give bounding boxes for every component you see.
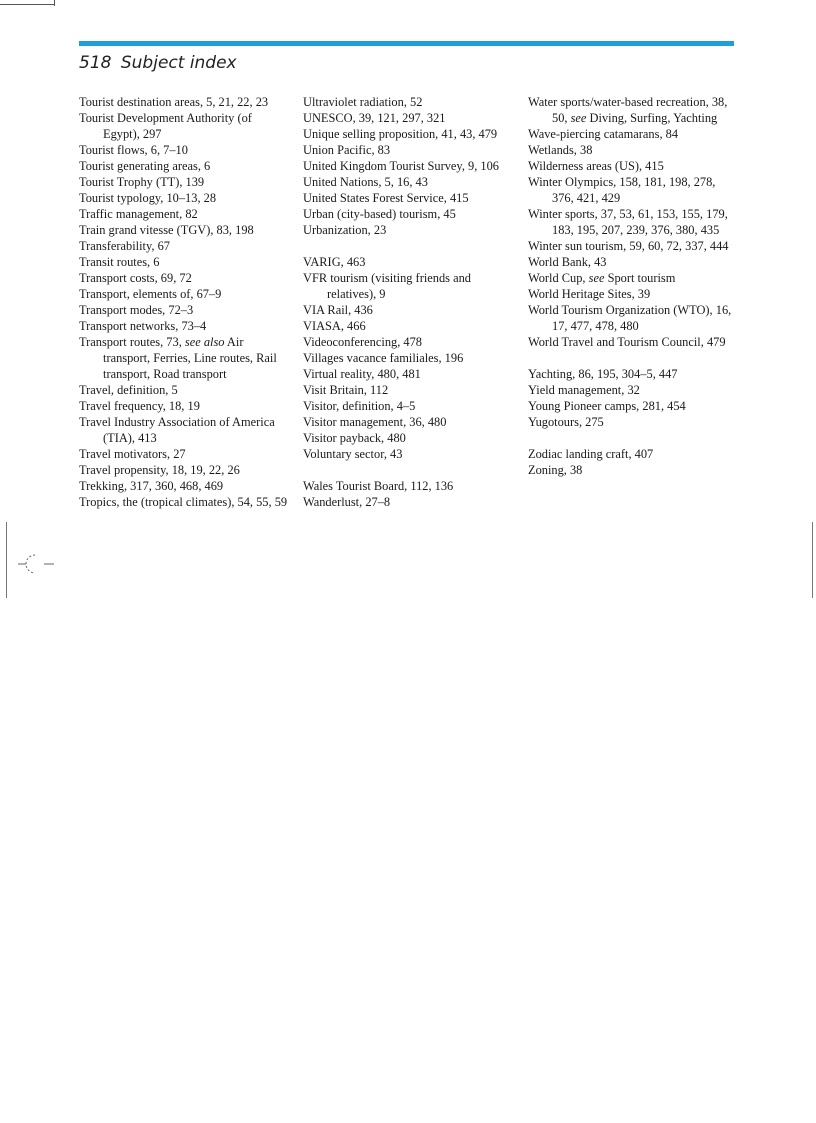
index-entry — [303, 174, 517, 190]
index-entry — [303, 382, 517, 398]
index-entry — [303, 302, 517, 318]
index-entry — [303, 318, 517, 334]
index-entry-text: Tourist destination areas, 5, 21, 22, 23 — [79, 95, 269, 109]
page-title: Subject index — [120, 53, 237, 73]
index-entry — [79, 238, 291, 254]
crop-rule-right — [812, 522, 813, 598]
index-entry-text: Voluntary sector, 43 — [303, 447, 403, 461]
index-entry-text: World Travel and Tourism Council, 479 — [528, 335, 726, 349]
index-entry — [303, 158, 517, 174]
index-entry — [303, 254, 517, 270]
index-entry-text: World Heritage Sites, 39 — [528, 287, 651, 301]
index-entry-text: Unique selling proposition, 41, 43, 479 — [303, 127, 498, 141]
crop-rule-left — [6, 522, 7, 598]
index-entry — [528, 206, 738, 238]
index-entry-text: Visit Britain, 112 — [303, 383, 389, 397]
index-entry — [303, 398, 517, 414]
index-entry-text: Wave-piercing catamarans, 84 — [528, 127, 679, 141]
crop-mark-top — [0, 4, 54, 5]
index-entry — [79, 110, 291, 142]
index-entry-text: VIASA, 466 — [303, 319, 366, 333]
crop-mark-tick — [54, 0, 55, 6]
index-see-target: Diving, Surfing, Yachting — [589, 111, 718, 125]
index-entry — [303, 126, 517, 142]
index-entry-text: Travel, definition, 5 — [79, 383, 178, 397]
index-entry — [528, 174, 738, 206]
index-entry-text: Wales Tourist Board, 112, 136 — [303, 479, 454, 493]
index-entry — [79, 206, 291, 222]
index-section-gap — [528, 350, 738, 366]
index-entry — [303, 494, 517, 510]
index-entry — [79, 334, 291, 382]
index-entry — [303, 206, 517, 222]
index-entry — [303, 366, 517, 382]
index-entry-text: Villages vacance familiales, 196 — [303, 351, 464, 365]
index-entry — [79, 158, 291, 174]
index-entry-text: Travel motivators, 27 — [79, 447, 186, 461]
index-entry — [528, 286, 738, 302]
index-entry — [79, 94, 291, 110]
index-entry — [528, 334, 738, 350]
index-entry-text: Zodiac landing craft, 407 — [528, 447, 654, 461]
index-see-target: Air transport, Ferries, Line routes, Rail transport, Road transport — [103, 335, 277, 381]
index-entry-text: Union Pacific, 83 — [303, 143, 391, 157]
index-entry-text: Transport, elements of, 67–9 — [79, 287, 222, 301]
registration-mark-icon — [18, 551, 56, 577]
index-entry — [303, 142, 517, 158]
index-section-gap — [303, 462, 517, 478]
index-entry — [303, 222, 517, 238]
index-entry-text: UNESCO, 39, 121, 297, 321 — [303, 111, 446, 125]
index-entry-text: Winter sports, 37, 53, 61, 153, 155, 179, 183, 195, 207, 239, 376, 380, 435 — [528, 207, 728, 237]
page-number: 518 — [79, 53, 112, 73]
index-see-reference: see also — [184, 335, 225, 349]
index-entry-text: Wetlands, 38 — [528, 143, 593, 157]
index-entry — [303, 270, 517, 302]
index-entry — [528, 126, 738, 142]
index-entry-text: World Cup, — [528, 271, 586, 285]
index-entry — [79, 222, 291, 238]
index-entry-text: United Nations, 5, 16, 43 — [303, 175, 428, 189]
running-header — [79, 53, 237, 73]
index-entry-text: Visitor, definition, 4–5 — [303, 399, 416, 413]
index-entry — [303, 350, 517, 366]
index-section-gap — [303, 238, 517, 254]
index-entry-text: VIA Rail, 436 — [303, 303, 373, 317]
header-accent-bar — [79, 41, 734, 46]
index-entry — [303, 334, 517, 350]
index-entry-text: Wilderness areas (US), 415 — [528, 159, 664, 173]
index-entry-text: Travel frequency, 18, 19 — [79, 399, 200, 413]
index-entry — [528, 446, 738, 462]
index-section-gap — [528, 430, 738, 446]
index-entry-text: Zoning, 38 — [528, 463, 583, 477]
index-entry — [528, 270, 738, 286]
index-entry-text: Tourist generating areas, 6 — [79, 159, 211, 173]
index-entry-text: Young Pioneer camps, 281, 454 — [528, 399, 686, 413]
index-entry — [79, 382, 291, 398]
index-entry — [528, 238, 738, 254]
index-column-1 — [79, 94, 291, 510]
index-entry-text: Train grand vitesse (TGV), 83, 198 — [79, 223, 254, 237]
index-entry — [79, 174, 291, 190]
index-column-3 — [528, 94, 738, 478]
index-entry — [79, 286, 291, 302]
index-entry — [528, 302, 738, 334]
index-entry-text: World Tourism Organization (WTO), 16, 17, 477, 478, 480 — [528, 303, 732, 333]
index-entry-text: Tourist Development Authority (of Egypt), 297 — [79, 111, 252, 141]
index-entry — [528, 158, 738, 174]
index-entry — [303, 446, 517, 462]
index-entry-text: Tourist flows, 6, 7–10 — [79, 143, 188, 157]
index-entry-text: Trekking, 317, 360, 468, 469 — [79, 479, 224, 493]
index-entry-text: Tourist typology, 10–13, 28 — [79, 191, 217, 205]
index-see-reference: see — [588, 271, 605, 285]
index-entry-text: Winter sun tourism, 59, 60, 72, 337, 444 — [528, 239, 729, 253]
index-entry-text: World Bank, 43 — [528, 255, 607, 269]
index-entry — [528, 398, 738, 414]
index-entry — [79, 446, 291, 462]
index-entry-text: United States Forest Service, 415 — [303, 191, 469, 205]
index-entry — [303, 110, 517, 126]
index-entry — [528, 254, 738, 270]
index-entry — [528, 414, 738, 430]
index-entry-text: Urbanization, 23 — [303, 223, 387, 237]
index-entry-text: Wanderlust, 27–8 — [303, 495, 391, 509]
index-entry-text: Yugotours, 275 — [528, 415, 604, 429]
index-entry — [528, 382, 738, 398]
index-entry — [303, 94, 517, 110]
index-entry — [528, 94, 738, 126]
index-entry-text: Tropics, the (tropical climates), 54, 55, 59 — [79, 495, 288, 509]
index-entry-text: Transport networks, 73–4 — [79, 319, 207, 333]
index-entry-text: Visitor management, 36, 480 — [303, 415, 447, 429]
index-entry — [79, 318, 291, 334]
index-entry — [528, 142, 738, 158]
index-entry-text: Urban (city-based) tourism, 45 — [303, 207, 456, 221]
index-entry-text: Yachting, 86, 195, 304–5, 447 — [528, 367, 678, 381]
index-entry-text: Transit routes, 6 — [79, 255, 160, 269]
index-entry — [79, 414, 291, 446]
index-entry-text: United Kingdom Tourist Survey, 9, 106 — [303, 159, 499, 173]
index-entry-text: Videoconferencing, 478 — [303, 335, 422, 349]
index-entry-text: Yield management, 32 — [528, 383, 640, 397]
index-entry-text: Water sports/water-based recreation, 38, 50, — [528, 95, 728, 125]
index-entry — [79, 478, 291, 494]
index-entry — [79, 270, 291, 286]
index-entry-text: Transferability, 67 — [79, 239, 170, 253]
index-entry-text: Transport modes, 72–3 — [79, 303, 194, 317]
index-see-target: Sport tourism — [607, 271, 676, 285]
index-entry-text: Visitor payback, 480 — [303, 431, 406, 445]
index-entry-text: Travel propensity, 18, 19, 22, 26 — [79, 463, 240, 477]
index-entry — [303, 414, 517, 430]
index-entry — [79, 494, 291, 510]
index-see-reference: see — [570, 111, 587, 125]
index-entry — [79, 398, 291, 414]
index-entry-text: Tourist Trophy (TT), 139 — [79, 175, 205, 189]
index-entry — [79, 302, 291, 318]
index-entry-text: Virtual reality, 480, 481 — [303, 367, 421, 381]
index-entry-text: Transport routes, 73, — [79, 335, 182, 349]
index-entry-text: Winter Olympics, 158, 181, 198, 278, 376, 421, 429 — [528, 175, 716, 205]
index-entry — [303, 190, 517, 206]
index-entry-text: Traffic management, 82 — [79, 207, 198, 221]
index-entry-text: Transport costs, 69, 72 — [79, 271, 192, 285]
index-entry-text: VARIG, 463 — [303, 255, 366, 269]
index-entry — [79, 142, 291, 158]
index-entry — [303, 430, 517, 446]
index-entry — [528, 462, 738, 478]
index-entry — [303, 478, 517, 494]
index-entry-text: VFR tourism (visiting friends and relatives), 9 — [303, 271, 471, 301]
index-entry — [79, 190, 291, 206]
index-entry — [528, 366, 738, 382]
index-column-2 — [303, 94, 517, 510]
index-entry — [79, 254, 291, 270]
index-entry — [79, 462, 291, 478]
index-entry-text: Ultraviolet radiation, 52 — [303, 95, 423, 109]
index-entry-text: Travel Industry Association of America (TIA), 413 — [79, 415, 275, 445]
